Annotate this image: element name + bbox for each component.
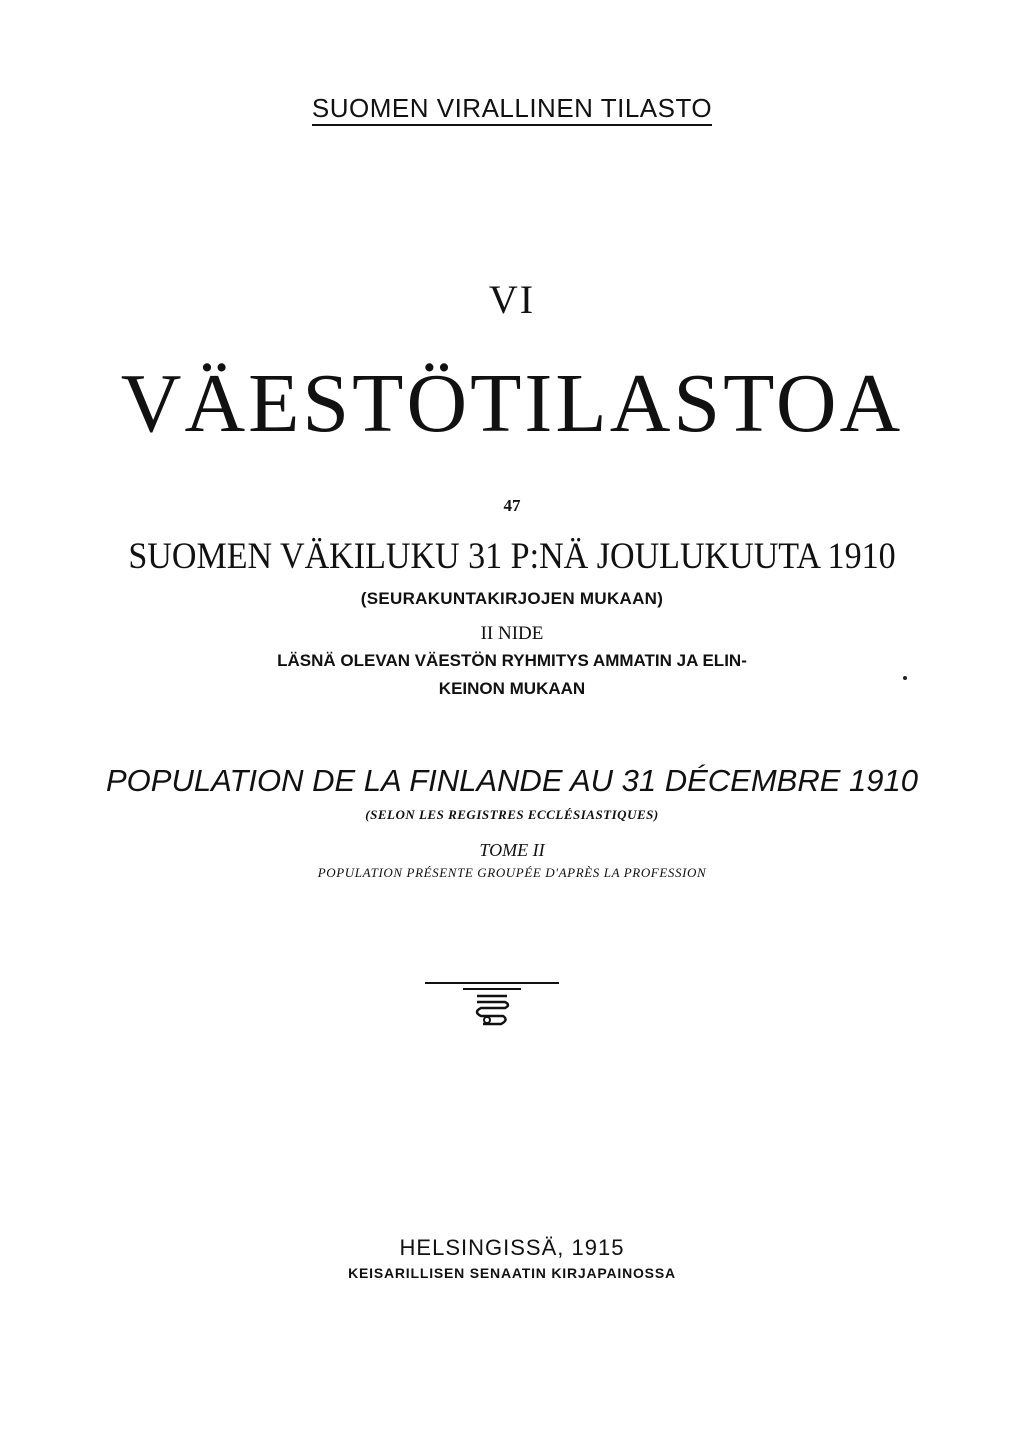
finnish-title: SUOMEN VÄKILUKU 31 P:NÄ JOULUKUUTA 1910 [128,536,896,577]
section-numeral: VI [488,277,536,322]
issue-number: 47 [503,496,521,515]
main-title: VÄESTÖTILASTOA [120,357,904,450]
finnish-subtitle: (SEURAKUNTAKIRJOJEN MUKAAN) [360,589,664,608]
ornament-icon [425,980,559,1030]
ornament-flourish [477,996,508,1024]
print-speck [903,676,907,680]
french-volume: TOME II [479,840,545,860]
french-title: POPULATION DE LA FINLANDE AU 31 DÉCEMBRE 1910 [106,763,918,798]
imprint-printer: KEISARILLISEN SENAATIN KIRJAPAINOSSA [348,1265,676,1281]
imprint-place-year: HELSINGISSÄ, 1915 [399,1235,625,1260]
french-subtitle: (SELON LES REGISTRES ECCLÉSIASTIQUES) [365,807,659,822]
french-description: POPULATION PRÉSENTE GROUPÉE D'APRÈS LA PROFESSION [317,865,707,880]
finnish-description-line2: KEINON MUKAAN [438,679,586,698]
series-title-text: SUOMEN VIRALLINEN TILASTO [312,95,712,126]
series-title [0,95,1024,126]
ornament-curl [484,1017,490,1023]
finnish-description-line1: LÄSNÄ OLEVAN VÄESTÖN RYHMITYS AMMATIN JA ELIN- [277,651,747,670]
finnish-volume: II NIDE [480,623,544,644]
